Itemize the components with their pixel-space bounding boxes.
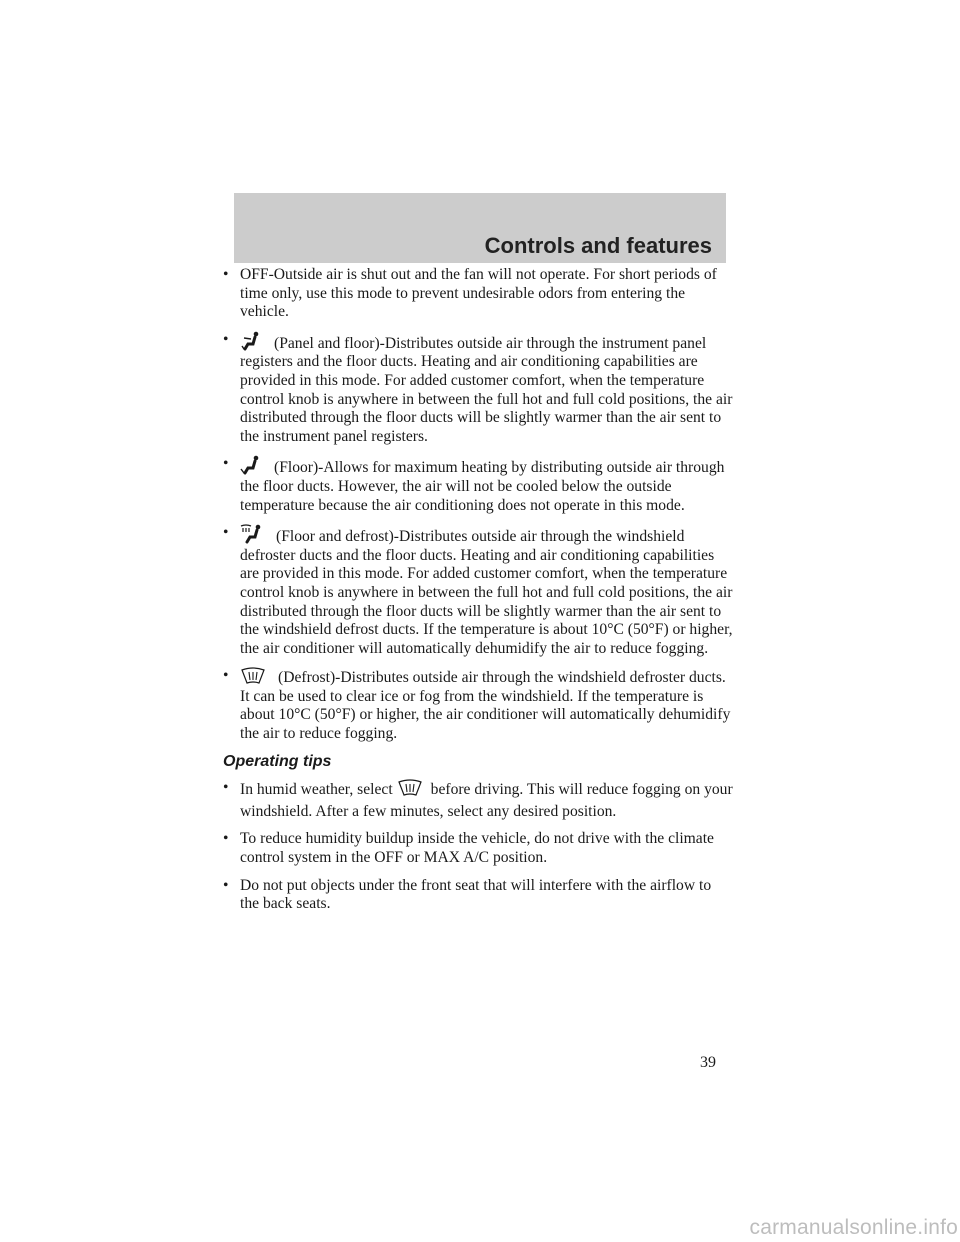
bullet: •	[223, 524, 229, 542]
bullet: •	[223, 667, 229, 685]
tip-text: To reduce humidity buildup inside the vehicle, do not drive with the climate control system in the OFF or MAX A/C position.	[240, 830, 714, 867]
operating-tips-heading: Operating tips	[223, 752, 332, 770]
tip-text: Do not put objects under the front seat that will interfere with the airflow to the back seats.	[240, 876, 712, 913]
bullet: •	[223, 830, 229, 848]
section-header-band	[234, 193, 726, 263]
item-text: (Floor and defrost)-Distributes outside air through the windshield defroster ducts and the floor ducts. Heating and air conditioning capabilities are provided in this mode. For added customer comfort, when the temperature control knob is anywhere in between the full hot and full cold positions, the air distributed through the floor ducts will be slightly warmer than the air sent to the windshield defrost ducts. If the temperature is about 10°C (50°F) or higher, the air conditioner will automatically dehumidify the air to reduce fogging.	[240, 528, 733, 657]
list-item	[223, 455, 733, 515]
panel-floor-icon	[240, 331, 262, 351]
list-item	[223, 667, 733, 743]
defrost-icon	[397, 779, 423, 803]
page-number: 39	[700, 1054, 716, 1071]
item-text: OFF-Outside air is shut out and the fan will not operate. For short periods of time only, use this mode to prevent undesirable odors from entering the vehicle.	[240, 266, 717, 321]
bullet: •	[223, 266, 229, 283]
watermark: carmanualsonline.info	[749, 1216, 958, 1239]
tip-text-before: In humid weather, select	[240, 781, 393, 799]
tip-text-after: before driving. This will reduce fogging on your windshield. After a few minutes, select any desired position.	[240, 781, 733, 820]
item-text: (Panel and floor)-Distributes outside air through the instrument panel registers and the floor ducts. Heating and air conditioning capabilities are provided in this mode. For added customer comfort, when the temperature control knob is anywhere in between the full hot and full cold positions, the air distributed through the floor ducts will be slightly warmer than the air sent to the instrument panel registers.	[240, 334, 733, 445]
section-title: Controls and features	[484, 233, 712, 258]
list-item	[223, 524, 733, 658]
item-text: (Floor)-Allows for maximum heating by distributing outside air through the floor ducts. However, the air will not be cooled below the outside temperature because the air conditioning does not operate in this mode.	[240, 459, 725, 514]
list-item	[223, 779, 733, 821]
list-item	[223, 877, 733, 914]
bullet: •	[223, 455, 229, 473]
item-text: (Defrost)-Distributes outside air through the windshield defroster ducts. It can be used to clear ice or fog from the windshield. If the temperature is about 10°C (50°F) or higher, the air conditioner will automatically dehumidify the air to reduce fogging.	[240, 669, 731, 743]
bullet: •	[223, 876, 229, 894]
list-item	[223, 331, 733, 447]
bullet: •	[223, 330, 229, 348]
floor-defrost-icon	[240, 524, 264, 544]
bullet: •	[223, 779, 229, 797]
list-item	[223, 266, 733, 322]
footer	[0, 1210, 960, 1242]
defrost-icon	[240, 667, 266, 685]
floor-icon	[240, 455, 262, 475]
page-content	[223, 266, 733, 923]
list-item	[223, 830, 733, 867]
